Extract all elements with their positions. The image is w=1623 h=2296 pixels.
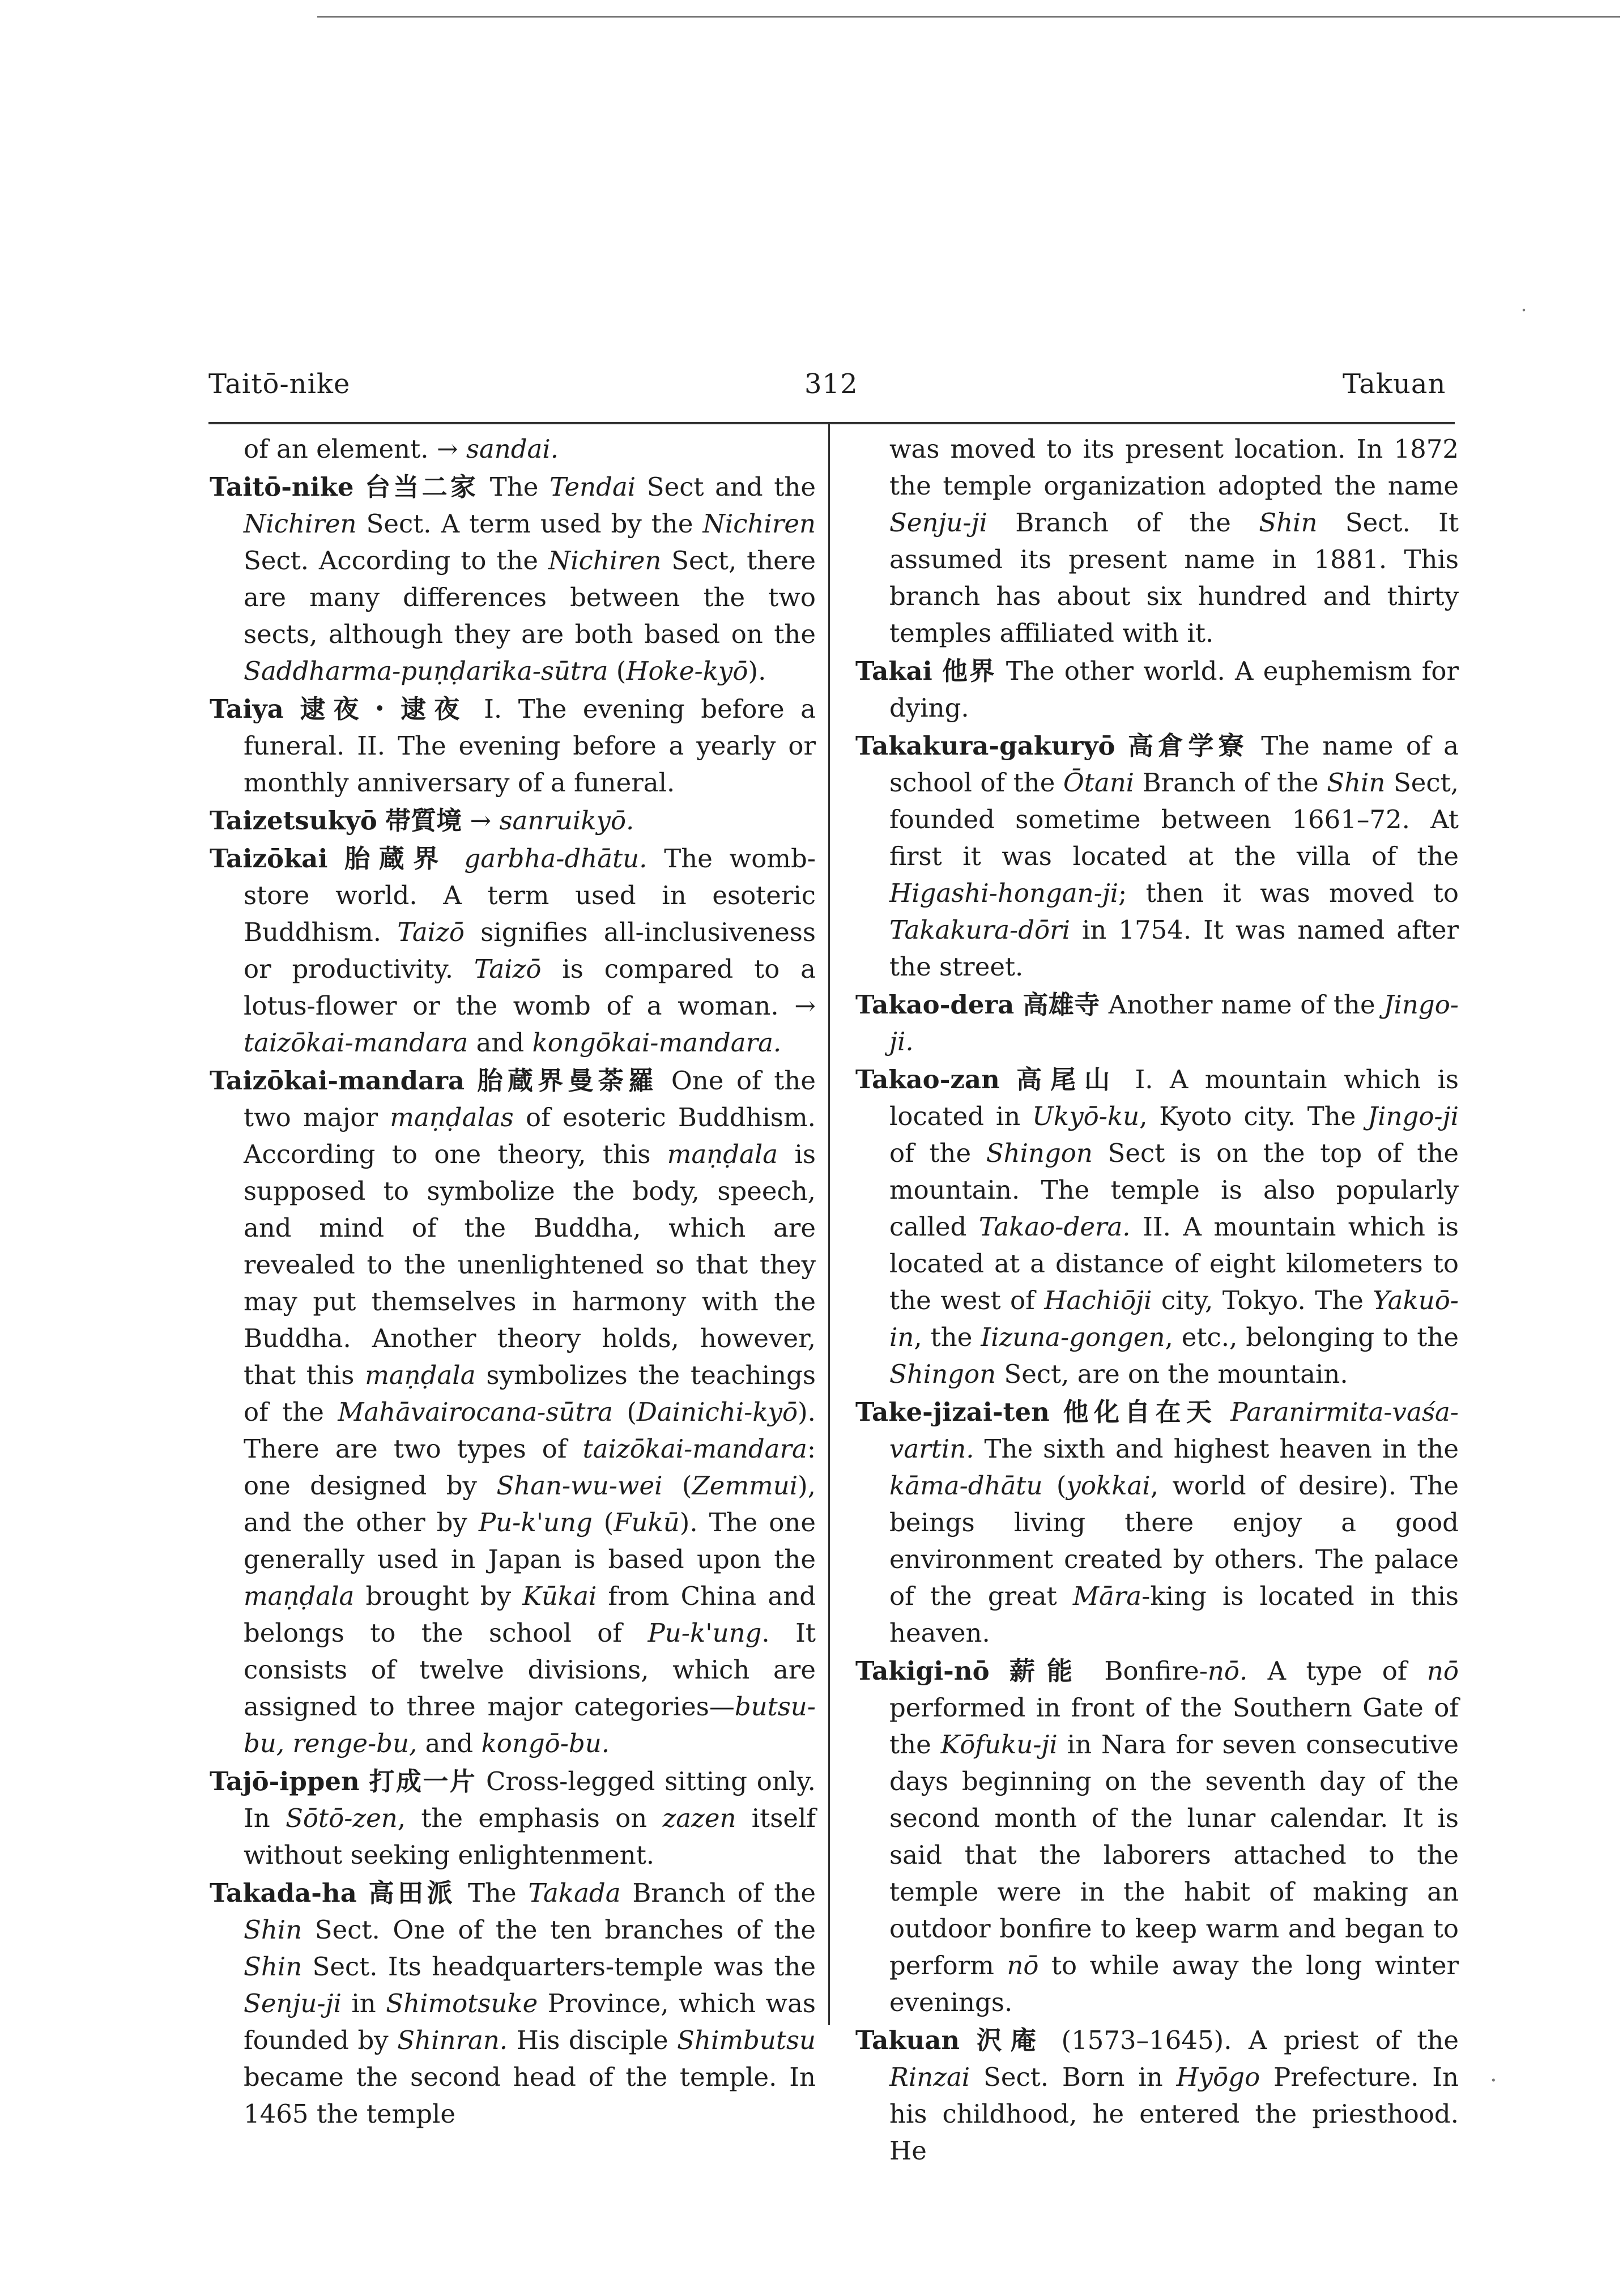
- left-column: [210, 431, 816, 2133]
- entry-taiya: Taiya 逮夜・逮夜 I. The evening before a funeral. II. The evening before a yearly or monthly anniversary of a funeral.: [210, 694, 816, 798]
- headword: Taizōkai: [210, 844, 328, 874]
- headword: Takakura-gakuryō: [855, 731, 1115, 761]
- entry-taizetsukyo: Taizetsukyō 帯質境 → sanruikyō.: [210, 806, 634, 836]
- scan-speck: ˙: [1518, 306, 1530, 332]
- entry-taizokai-mandara: Taizōkai-mandara 胎蔵界曼荼羅 One of the two major maṇḍalas of esoteric Buddhism. According to one theory, this maṇḍala is supposed to symbolize the body, speech, and mind of the Buddha, which are revealed to the unenlightened so that they may put themselves in harmony with the Buddha. Another theory holds, however, that this maṇḍala symbolizes the teachings of the Mahāvairocana-sūtra (Dainichi-kyō). There are two types of taizōkai-mandara: one designed by Shan-wu-wei (Zemmui), and the other by Pu-k'ung (Fukū). The one generally used in Japan is based upon the maṇḍala brought by Kūkai from China and belongs to the school of Pu-k'ung. It consists of twelve divisions, which are assigned to three major categories—butsu-bu, renge-bu, and kongō-bu.: [210, 1066, 816, 1758]
- column-rule: [828, 422, 830, 2025]
- entry-takigi-no: Takigi-nō 薪能 Bonfire-nō. A type of nō performed in front of the Southern Gate of the Kōfuku-ji in Nara for seven consecutive days beginning on the seventh day of the second month of the lunar calendar. It is said that the laborers attached to the temple were in the habit of making an outdoor bonfire to keep warm and began to perform nō to while away the long winter evenings.: [855, 1656, 1459, 2017]
- scan-speck: ·: [1490, 2068, 1497, 2094]
- headword: Taizōkai-mandara: [210, 1066, 465, 1096]
- page-number: 312: [804, 368, 858, 400]
- entry-continuation: was moved to its present location. In 1872 the temple organization adopted the name Senju-ji Branch of the Shin Sect. It assumed its present name in 1881. This branch has about six hundred and thirty temples affiliated with it.: [889, 434, 1459, 648]
- entry-takai: Takai 他界 The other world. A euphemism for dying.: [855, 656, 1459, 723]
- entry-taito-nike: Taitō-nike 台当二家 The Tendai Sect and the Nichiren Sect. A term used by the Nichiren Sect. According to the Nichiren Sect, there are many differences between the two sects, although they are both based on the Saddharma-puṇḍarika-sūtra (Hoke-kyō).: [210, 472, 816, 686]
- entry-continuation: of an element. → sandai.: [244, 434, 559, 464]
- headword: Takigi-nō: [855, 1656, 990, 1686]
- headword: Taitō-nike: [210, 472, 354, 502]
- entry-tajo-ippen: Tajō-ippen 打成一片 Cross-legged sitting only. In Sōtō-zen, the emphasis on zazen itself without seeking enlightenment.: [210, 1766, 816, 1870]
- entry-takuan: Takuan 沢庵 (1573–1645). A priest of the Rinzai Sect. Born in Hyōgo Prefecture. In his childhood, he entered the priesthood. He: [855, 2025, 1459, 2166]
- headword: Takada-ha: [210, 1878, 357, 1908]
- scan-edge-line: [317, 16, 1620, 18]
- entry-takakura-gakuryo: Takakura-gakuryō 高倉学寮 The name of a school of the Ōtani Branch of the Shin Sect, founded sometime between 1661–72. At first it was located at the villa of the Higashi-hongan-ji; then it was moved to Takakura-dōri in 1754. It was named after the street.: [855, 731, 1459, 982]
- entry-take-jizai-ten: Take-jizai-ten 他化自在天 Paranirmita-vaśa-vartin. The sixth and highest heaven in the kāma-dhātu (yokkai, world of desire). The beings living there enjoy a good environment created by others. The palace of the great Māra-king is located in this heaven.: [855, 1397, 1459, 1648]
- headword: Takuan: [855, 2025, 960, 2055]
- headword: Take-jizai-ten: [855, 1397, 1050, 1427]
- header-rule: [208, 422, 1455, 424]
- right-column: [855, 431, 1459, 2170]
- entry-takao-zan: Takao-zan 高尾山 I. A mountain which is located in Ukyō-ku, Kyoto city. The Jingo-ji of the Shingon Sect is on the top of the mountain. The temple is also popularly called Takao-dera. II. A mountain which is located at a distance of eight kilometers to the west of Hachiōji city, Tokyo. The Yakuō-in, the Iizuna-gongen, etc., belonging to the Shingon Sect, are on the mountain.: [855, 1064, 1459, 1389]
- entry-taizokai: Taizōkai 胎蔵界 garbha-dhātu. The womb-store world. A term used in esoteric Buddhism. Taizō signifies all-inclusiveness or productivity. Taizō is compared to a lotus-flower or the womb of a woman. → taizōkai-mandara and kongōkai-mandara.: [210, 844, 816, 1058]
- headword: Taiya: [210, 694, 284, 724]
- headword: Takao-dera: [855, 990, 1015, 1020]
- running-head-right: Takuan: [1343, 368, 1446, 400]
- running-head-left: Taitō-nike: [208, 368, 351, 400]
- headword: Tajō-ippen: [210, 1766, 360, 1796]
- headword: Takao-zan: [855, 1064, 1000, 1094]
- headword: Taizetsukyō: [210, 806, 377, 836]
- entry-takada-ha: Takada-ha 高田派 The Takada Branch of the Shin Sect. One of the ten branches of the Shin Sect. Its headquarters-temple was the Senju-ji in Shimotsuke Province, which was founded by Shinran. His disciple Shimbutsu became the second head of the temple. In 1465 the temple: [210, 1878, 816, 2129]
- entry-takao-dera: Takao-dera 高雄寺 Another name of the Jingo-ji.: [855, 990, 1459, 1057]
- headword: Takai: [855, 656, 932, 686]
